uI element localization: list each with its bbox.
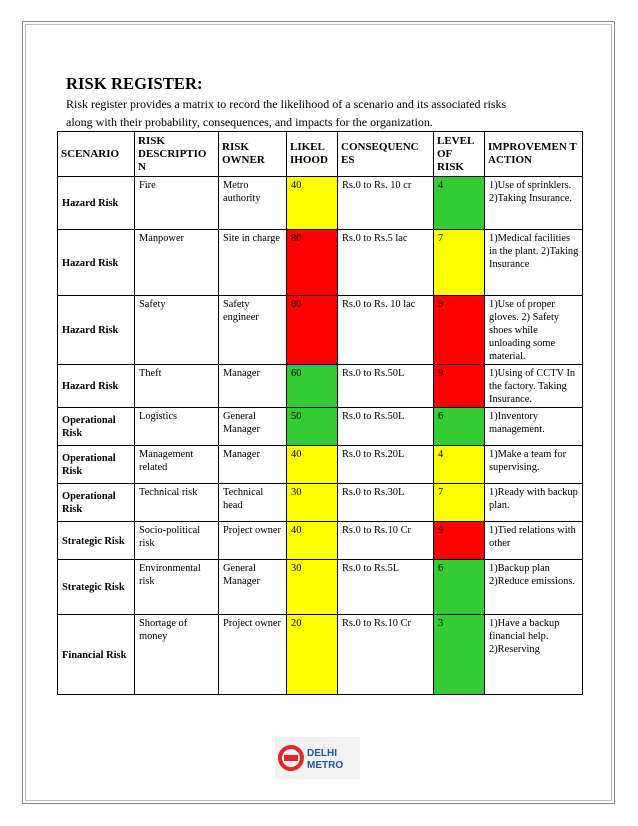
consequences-cell: Rs.0 to Rs.20L	[338, 446, 434, 484]
table-row	[58, 615, 583, 695]
risk-owner-cell: Safety engineer	[219, 296, 287, 365]
scenario-cell: Hazard Risk	[58, 177, 135, 230]
consequences-cell: Rs.0 to Rs.50L	[338, 365, 434, 408]
risk-description-cell: Logistics	[135, 408, 219, 446]
table-row	[58, 230, 583, 296]
table-row	[58, 408, 583, 446]
consequences-cell: Rs.0 to Rs. 10 cr	[338, 177, 434, 230]
risk-owner-cell: General Manager	[219, 560, 287, 615]
intro-paragraph	[66, 95, 586, 131]
level-of-risk-cell: 7	[434, 484, 485, 522]
likelihood-cell: 50	[287, 408, 338, 446]
table-header-row	[58, 132, 583, 177]
table-row	[58, 560, 583, 615]
risk-description-cell: Fire	[135, 177, 219, 230]
table-row	[58, 365, 583, 408]
logo-text-line1: DELHI	[307, 748, 337, 759]
level-of-risk-cell: 9	[434, 296, 485, 365]
header-risk-owner: RISK OWNER	[219, 132, 287, 177]
table-row	[58, 446, 583, 484]
scenario-cell: Hazard Risk	[58, 230, 135, 296]
table-row	[58, 296, 583, 365]
logo-text-line2: METRO	[307, 760, 344, 771]
improvement-action-cell: 1)Ready with backup plan.	[485, 484, 583, 522]
risk-description-cell: Theft	[135, 365, 219, 408]
risk-description-cell: Technical risk	[135, 484, 219, 522]
level-of-risk-cell: 6	[434, 560, 485, 615]
table-row	[58, 522, 583, 560]
scenario-cell: Hazard Risk	[58, 296, 135, 365]
consequences-cell: Rs.0 to Rs.50L	[338, 408, 434, 446]
level-of-risk-cell: 6	[434, 408, 485, 446]
level-of-risk-cell: 9	[434, 522, 485, 560]
risk-owner-cell: Manager	[219, 446, 287, 484]
header-risk-description: RISK DESCRIPTIO N	[135, 132, 219, 177]
header-consequences: CONSEQUENC ES	[338, 132, 434, 177]
risk-description-cell: Shortage of money	[135, 615, 219, 695]
level-of-risk-cell: 7	[434, 230, 485, 296]
improvement-action-cell: 1)Have a backup financial help. 2)Reserving	[485, 615, 583, 695]
risk-description-cell: Management related	[135, 446, 219, 484]
level-of-risk-cell: 3	[434, 615, 485, 695]
consequences-cell: Rs.0 to Rs.30L	[338, 484, 434, 522]
likelihood-cell: 40	[287, 446, 338, 484]
scenario-cell: Strategic Risk	[58, 560, 135, 615]
risk-owner-cell: Project owner	[219, 615, 287, 695]
risk-owner-cell: Site in charge	[219, 230, 287, 296]
scenario-cell: Operational Risk	[58, 484, 135, 522]
likelihood-cell: 80	[287, 296, 338, 365]
consequences-cell: Rs.0 to Rs.10 Cr	[338, 522, 434, 560]
consequences-cell: Rs.0 to Rs.5 lac	[338, 230, 434, 296]
likelihood-cell: 40	[287, 177, 338, 230]
risk-description-cell: Socio-political risk	[135, 522, 219, 560]
table-row	[58, 177, 583, 230]
delhi-metro-logo	[275, 737, 360, 779]
improvement-action-cell: 1)Tied relations with other	[485, 522, 583, 560]
consequences-cell: Rs.0 to Rs.5L	[338, 560, 434, 615]
document-title: RISK REGISTER:	[66, 74, 203, 93]
risk-description-cell: Safety	[135, 296, 219, 365]
level-of-risk-cell: 4	[434, 177, 485, 230]
intro-line-1: Risk register provides a matrix to record the likelihood of a scenario and its associated risks	[66, 97, 507, 111]
level-of-risk-cell: 4	[434, 446, 485, 484]
scenario-cell: Strategic Risk	[58, 522, 135, 560]
likelihood-cell: 30	[287, 484, 338, 522]
likelihood-cell: 60	[287, 365, 338, 408]
improvement-action-cell: 1)Medical facilities in the plant. 2)Taking Insurance	[485, 230, 583, 296]
improvement-action-cell: 1)Backup plan 2)Reduce emissions.	[485, 560, 583, 615]
risk-description-cell: Environmental risk	[135, 560, 219, 615]
table-row	[58, 484, 583, 522]
level-of-risk-cell: 9	[434, 365, 485, 408]
likelihood-cell: 80	[287, 230, 338, 296]
improvement-action-cell: 1)Inventory management.	[485, 408, 583, 446]
intro-line-2: along with their probability, consequences, and impacts for the organization.	[66, 115, 433, 129]
risk-owner-cell: General Manager	[219, 408, 287, 446]
improvement-action-cell: 1)Use of proper gloves. 2) Safety shoes while unloading some material.	[485, 296, 583, 365]
header-improvement-action: IMPROVEMEN T ACTION	[485, 132, 583, 177]
improvement-action-cell: 1)Use of sprinklers. 2)Taking Insurance.	[485, 177, 583, 230]
risk-description-cell: Manpower	[135, 230, 219, 296]
likelihood-cell: 20	[287, 615, 338, 695]
consequences-cell: Rs.0 to Rs.10 Cr	[338, 615, 434, 695]
risk-register-table	[57, 131, 583, 695]
header-level-of-risk: LEVEL OF RISK	[434, 132, 485, 177]
risk-owner-cell: Technical head	[219, 484, 287, 522]
risk-owner-cell: Project owner	[219, 522, 287, 560]
header-likelihood: LIKEL IHOOD	[287, 132, 338, 177]
likelihood-cell: 30	[287, 560, 338, 615]
header-scenario: SCENARIO	[58, 132, 135, 177]
improvement-action-cell: 1)Using of CCTV In the factory. Taking Insurance.	[485, 365, 583, 408]
improvement-action-cell: 1)Make a team for supervising.	[485, 446, 583, 484]
consequences-cell: Rs.0 to Rs. 10 lac	[338, 296, 434, 365]
risk-owner-cell: Metro authority	[219, 177, 287, 230]
likelihood-cell: 40	[287, 522, 338, 560]
scenario-cell: Hazard Risk	[58, 365, 135, 408]
scenario-cell: Financial Risk	[58, 615, 135, 695]
scenario-cell: Operational Risk	[58, 408, 135, 446]
risk-owner-cell: Manager	[219, 365, 287, 408]
scenario-cell: Operational Risk	[58, 446, 135, 484]
